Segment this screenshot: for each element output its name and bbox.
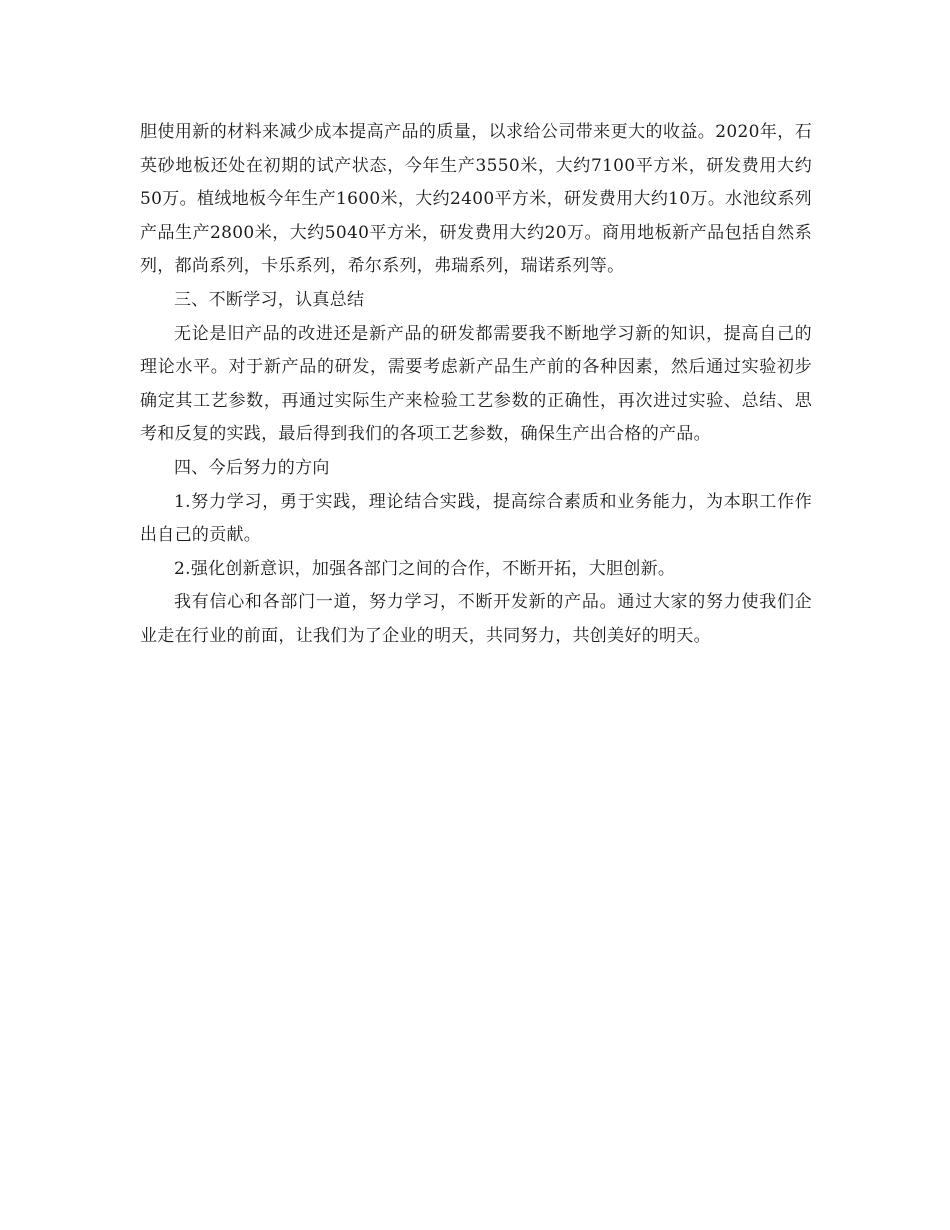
section-heading-learning: 三、不断学习，认真总结 xyxy=(174,289,365,310)
section-heading-direction: 四、今后努力的方向 xyxy=(174,457,330,478)
list-item-innovation: 2.强化创新意识，加强各部门之间的合作，不断开拓，大胆创新。 xyxy=(174,558,676,579)
paragraph-rd-costs: 胆使用新的材料来减少成本提高产品的质量，以求给公司带来更大的收益。2020年，石英砂地板还处在初期的试产状态，今年生产3550米，大约7100平方米，研发费用大约50万。植绒地板今年生产1600米，大约2400平方米，研发费用大约10万。水池纹系列产品生产2800米，大约5040平方米，研发费用大约20万。商用地板新产品包括自然系列，都尚系列，卡乐系列，希尔系列，弗瑞系列，瑞诺系列等。 xyxy=(140,122,812,277)
paragraph-learning: 无论是旧产品的改进还是新产品的研发都需要我不断地学习新的知识，提高自己的理论水平。对于新产品的研发，需要考虑新产品生产前的各种因素，然后通过实验初步确定其工艺参数，再通过实际生产来检验工艺参数的正确性，再次进过实验、总结、思考和反复的实践，最后得到我们的各项工艺参数，确保生产出合格的产品。 xyxy=(140,323,812,445)
list-item-study: 1.努力学习，勇于实践，理论结合实践，提高综合素质和业务能力，为本职工作作出自己的贡献。 xyxy=(140,491,812,546)
paragraph-closing: 我有信心和各部门一道，努力学习，不断开发新的产品。通过大家的努力使我们企业走在行业的前面，让我们为了企业的明天，共同努力，共创美好的明天。 xyxy=(140,592,812,646)
document-page xyxy=(140,116,812,654)
